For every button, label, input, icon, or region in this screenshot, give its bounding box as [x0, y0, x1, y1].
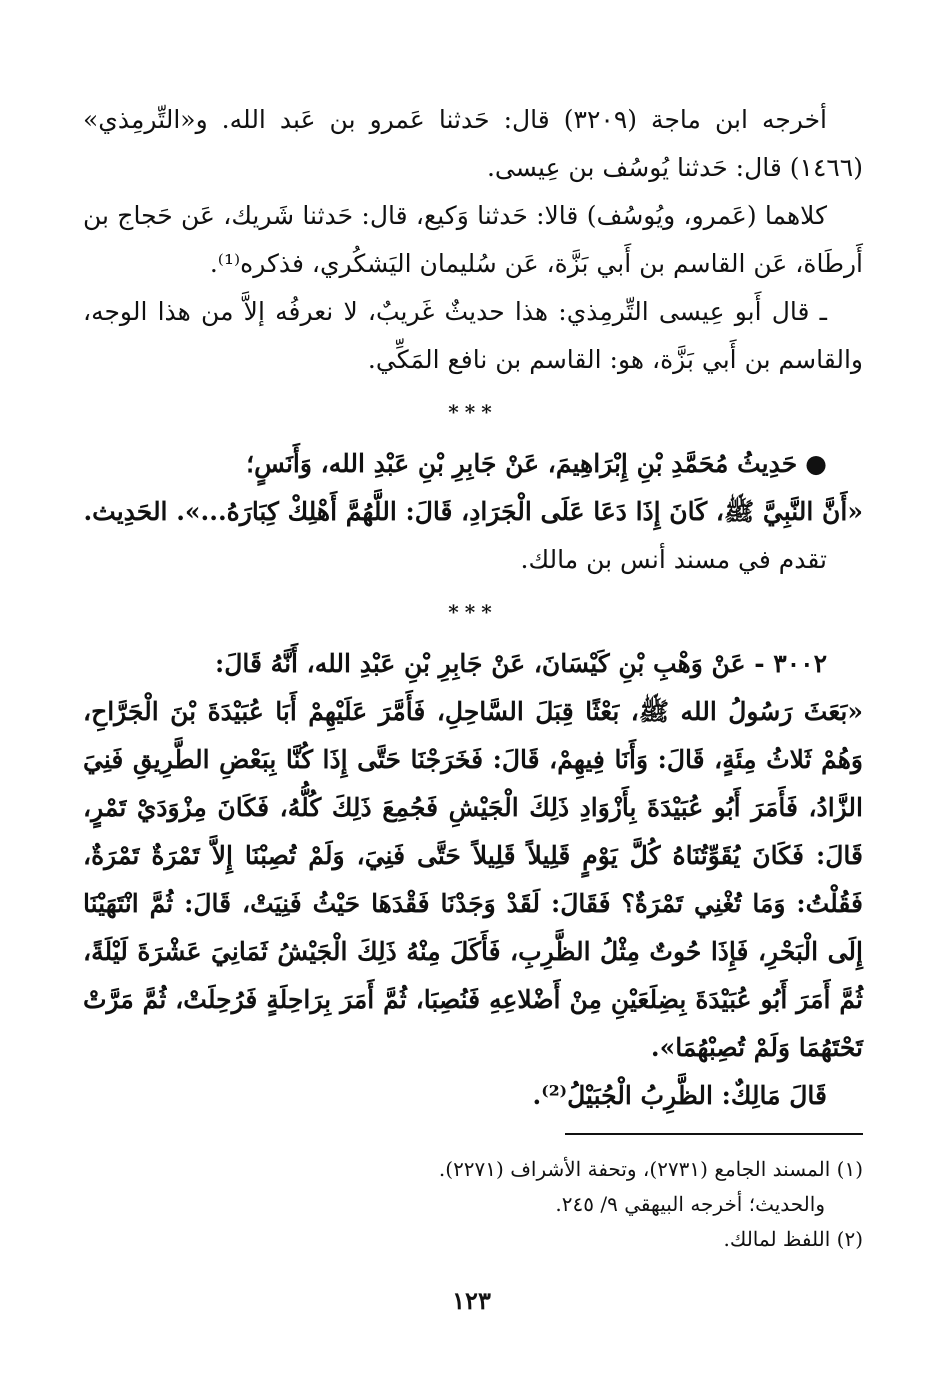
footnote-1-continuation: والحديث؛ أخرجه البيهقي ٩/ ٢٤٥. [555, 1192, 825, 1216]
footnotes [83, 1152, 863, 1257]
paragraph-hadith-text: «أَنَّ النَّبِيَّ ﷺ، كَانَ إِذَا دَعَا عَلَى الْجَرَادِ، قَالَ: اللَّهُمَّ أَهْلِكْ كِبَارَهُ...». الحَدِيث. [83, 497, 863, 526]
paragraph-tirmidhi-comment: ـ قال أَبو عِيسى التِّرمِذي: هذا حديثٌ غَريبٌ، لا نعرفُه إلاَّ من هذا الوجه، والقاسم بن أَبي بَزَّة، هو: القاسم بن نافع المَكِّي. [83, 297, 863, 374]
bullet-icon: ● [805, 449, 827, 478]
main-text [83, 96, 863, 1120]
paragraph-cross-reference: تقدم في مسند أنس بن مالك. [520, 545, 827, 574]
paragraph-chain: كلاهما (عَمرو، ويُوسُف) قالا: حَدثنا وَكيع، قال: حَدثنا شَريك، عَن حَجاج بن أَرطَاة، عَن القاسم بن أَبي بَزَّة، عَن سُليمان اليَشكُري، فذكره⁽¹⁾. [83, 201, 863, 278]
paragraph-hadith-body: «بَعَثَ رَسُولُ الله ﷺ، بَعْثًا قِبَلَ السَّاحِلِ، فَأَمَّرَ عَلَيْهِمْ أَبَا عُبَيْدَةَ بْنَ الْجَرَّاحِ، وَهُمْ ثَلاثُ مِئَةٍ، قَالَ: وَأَنَا فِيهِمْ، قَالَ: فَخَرَجْنَا حَتَّى إِذَا كُنَّا بِبَعْضِ الطَّرِيقِ فَنِيَ الزَّادُ، فَأَمَرَ أَبُو عُبَيْدَةَ بِأَزْوَادِ ذَلِكَ الْجَيْشِ فَجُمِعَ ذَلِكَ كُلُّهُ، فَكَانَ مِزْوَدَيْ تَمْرٍ، قَالَ: فَكَانَ يُقَوِّتُنَاهُ كُلَّ يَوْمٍ قَلِيلاً قَلِيلاً حَتَّى فَنِيَ، وَلَمْ تُصِبْنَا إِلاَّ تَمْرَةٌ تَمْرَةٌ، فَقُلْتُ: وَمَا تُغْنِي تَمْرَةٌ؟ فَقَالَ: لَقَدْ وَجَدْنَا فَقْدَهَا حَيْثُ فَنِيَتْ، قَالَ: ثُمَّ انْتَهَيْنَا إِلَى الْبَحْرِ، فَإِذَا حُوتٌ مِثْلُ الظَّرِبِ، فَأَكَلَ مِنْهُ ذَلِكَ الْجَيْشُ ثَمَانِيَ عَشْرَةَ لَيْلَةً، ثُمَّ أَمَرَ أَبُو عُبَيْدَةَ بِضِلَعَيْنِ مِنْ أَضْلاعِهِ فَنُصِبَا، ثُمَّ أَمَرَ بِرَاحِلَةٍ فَرُحِلَتْ، ثُمَّ مَرَّتْ تَحْتَهُمَا وَلَمْ تُصِبْهُمَا». [83, 697, 863, 1062]
paragraph-hadith-number: ٣٠٠٢ - عَنْ وَهْبِ بْنِ كَيْسَانَ، عَنْ جَابِرِ بْنِ عَبْدِ الله، أَنَّهُ قَالَ: [215, 649, 827, 678]
section-separator: *** [448, 600, 498, 624]
page-number: ١٢٣ [452, 1286, 491, 1315]
paragraph-hadith-title [83, 440, 863, 488]
hadith-title-text: حَدِيثُ مُحَمَّدِ بْنِ إِبْرَاهِيمَ، عَنْ جَابِرِ بْنِ عَبْدِ الله، وَأَنَسٍ؛ [246, 449, 798, 478]
paragraph-malik-comment: قَالَ مَالِكٌ: الظَّرِبُ الْجُبَيْلُ⁽²⁾. [532, 1081, 827, 1110]
footnote-2: (٢) اللفظ لمالك. [723, 1227, 863, 1251]
section-separator: *** [448, 400, 498, 424]
footnote-divider [565, 1133, 863, 1135]
paragraph-takhrij: أخرجه ابن ماجة (٣٢٠٩) قال: حَدثنا عَمرو بن عَبد الله. و«التِّرمِذي» (١٤٦٦) قال: حَدثنا يُوسُف بن عِيسى. [83, 105, 863, 182]
footnote-1: (١) المسند الجامع (٢٧٣١)، وتحفة الأشراف (٢٢٧١). [438, 1157, 863, 1181]
